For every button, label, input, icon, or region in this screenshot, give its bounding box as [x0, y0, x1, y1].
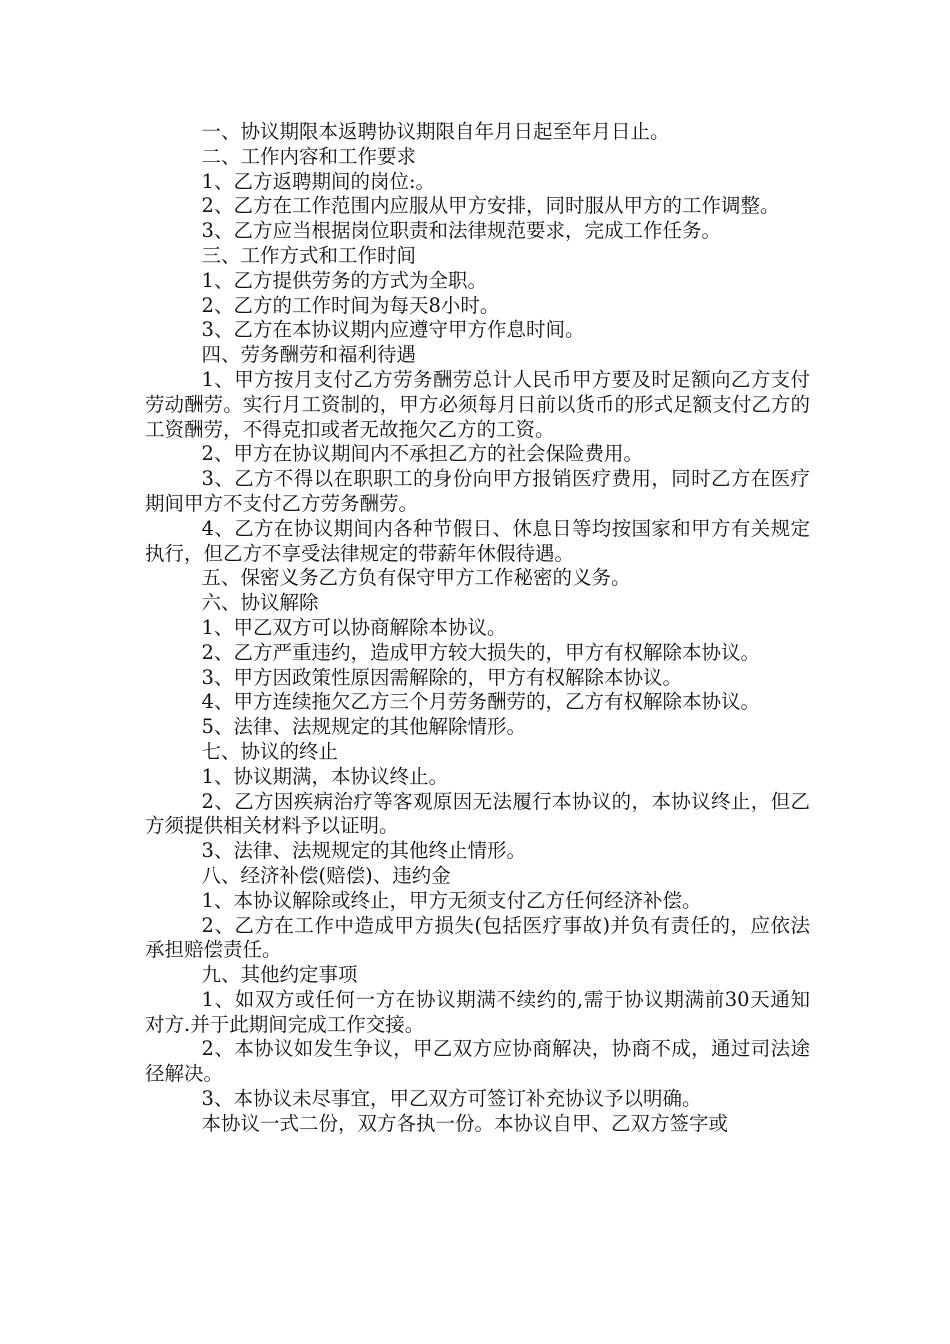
paragraph: 九、其他约定事项: [201, 963, 358, 987]
paragraph: 2、本协议如发生争议，甲乙双方应协商解决，协商不成，通过司法途径解决。: [145, 1037, 810, 1086]
paragraph: 3、乙方在本协议期内应遵守甲方作息时间。: [201, 318, 585, 342]
paragraph: 二、工作内容和工作要求: [201, 144, 417, 168]
paragraph: 2、甲方在协议期间内不承担乙方的社会保险费用。: [201, 442, 643, 466]
paragraph: 4、乙方在协议期间内各种节假日、休息日等均按国家和甲方有关规定执行，但乙方不享受法律规定的带薪年休假待遇。: [145, 516, 810, 565]
document-body: [145, 120, 810, 1137]
paragraph: 1、乙方返聘期间的岗位:。: [201, 169, 436, 193]
paragraph: 一、协议期限本返聘协议期限自年月日起至年月日止。: [201, 120, 670, 143]
paragraph: 1、如双方或任何一方在协议期满不续约的,需于协议期满前30天通知对方.并于此期间完成工作交接。: [145, 987, 810, 1036]
paragraph: 本协议一式二份，双方各执一份。本协议自甲、乙双方签字或: [201, 1111, 729, 1135]
paragraph: 三、工作方式和工作时间: [201, 243, 417, 267]
paragraph: 2、乙方在工作范围内应服从甲方安排，同时服从甲方的工作调整。: [201, 194, 780, 218]
paragraph: 2、乙方严重违约，造成甲方较大损失的，甲方有权解除本协议。: [201, 640, 760, 664]
paragraph: 2、乙方在工作中造成甲方损失(包括医疗事故)并负有责任的，应依法承担赔偿责任。: [145, 913, 810, 962]
paragraph: 3、乙方不得以在职职工的身份向甲方报销医疗费用，同时乙方在医疗期间甲方不支付乙方劳务酬劳。: [145, 467, 810, 515]
paragraph: 2、乙方因疾病治疗等客观原因无法履行本协议的，本协议终止，但乙方须提供相关材料予以证明。: [145, 789, 810, 838]
paragraph: 1、甲乙双方可以协商解除本协议。: [201, 615, 507, 639]
paragraph: 3、本协议未尽事宜，甲乙双方可签订补充协议予以明确。: [201, 1087, 702, 1111]
paragraph: 四、劳务酬劳和福利待遇: [201, 343, 417, 367]
paragraph: 1、乙方提供劳务的方式为全职。: [201, 268, 487, 292]
paragraph: 5、法律、法规规定的其他解除情形。: [201, 715, 526, 739]
paragraph: 2、乙方的工作时间为每天8小时。: [201, 293, 500, 317]
paragraph: 1、本协议解除或终止，甲方无须支付乙方任何经济补偿。: [201, 888, 702, 912]
paragraph: 3、甲方因政策性原因需解除的，甲方有权解除本协议。: [201, 665, 682, 689]
paragraph: 3、法律、法规规定的其他终止情形。: [201, 839, 526, 863]
paragraph: 六、协议解除: [201, 591, 319, 615]
paragraph: 七、协议的终止: [201, 739, 339, 763]
paragraph: 1、甲方按月支付乙方劳务酬劳总计人民币甲方要及时足额向乙方支付劳动酬劳。实行月工资制的，甲方必须每月日前以货币的形式足额支付乙方的工资酬劳，不得克扣或者无故拖欠乙方的工资。: [145, 367, 810, 441]
paragraph: 3、乙方应当根据岗位职责和法律规范要求，完成工作任务。: [201, 219, 721, 243]
paragraph: 1、协议期满，本协议终止。: [201, 764, 448, 788]
paragraph: 五、保密义务乙方负有保守甲方工作秘密的义务。: [201, 566, 631, 590]
paragraph: 4、甲方连续拖欠乙方三个月劳务酬劳的，乙方有权解除本协议。: [201, 690, 760, 714]
paragraph: 八、经济补偿(赔偿)、违约金: [201, 863, 451, 887]
